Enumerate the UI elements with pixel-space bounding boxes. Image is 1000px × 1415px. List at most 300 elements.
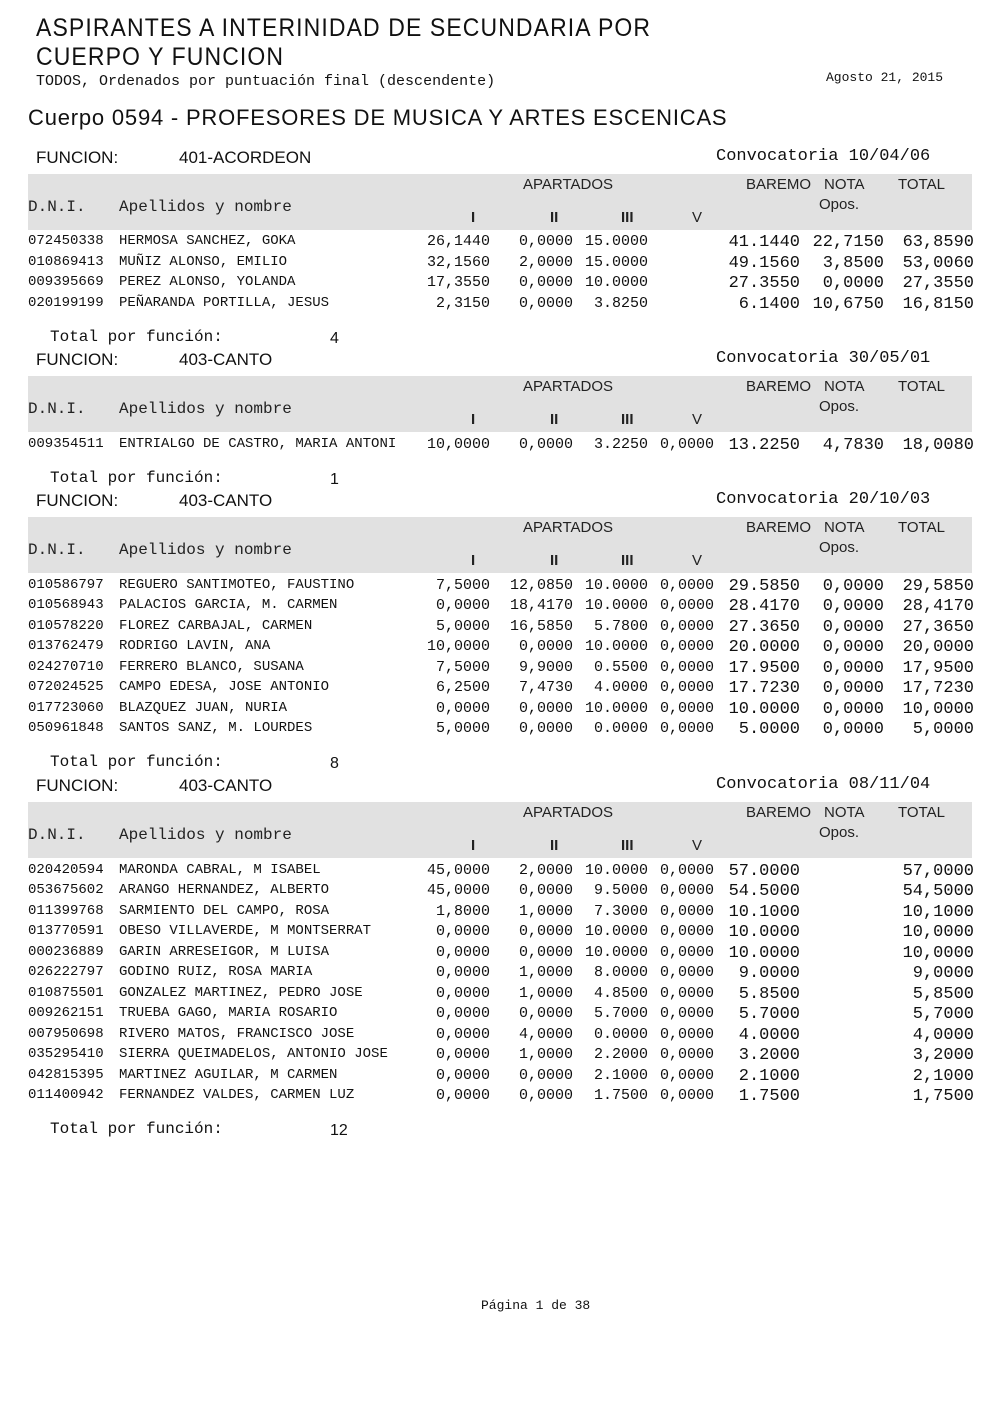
cell-nota: 0,0000 (822, 700, 884, 719)
table-row (28, 597, 974, 617)
cell-dni: 010875501 (28, 985, 104, 1001)
cell-v: 0,0000 (659, 638, 714, 655)
cell-baremo: 1.7500 (738, 1087, 800, 1106)
cell-name: HERMOSA SANCHEZ, GOKA (119, 233, 296, 249)
page-number: Página 1 de 38 (481, 1298, 591, 1313)
cell-i: 26,1440 (426, 233, 490, 250)
funcion-label: FUNCION: (36, 491, 119, 510)
cell-v: 0,0000 (659, 436, 714, 453)
cell-ii: 16,5850 (509, 618, 573, 635)
cell-i: 1,8000 (435, 903, 490, 920)
col-iii: III (621, 411, 634, 428)
cell-baremo: 4.0000 (738, 1026, 800, 1045)
cell-dni: 017723060 (28, 700, 104, 716)
convocatoria: Convocatoria 20/10/03 (716, 490, 931, 509)
cell-v: 0,0000 (659, 903, 714, 920)
cell-ii: 1,0000 (518, 985, 573, 1002)
cell-name: ARANGO HERNANDEZ, ALBERTO (119, 882, 330, 898)
cell-total: 1,7500 (912, 1087, 974, 1106)
cell-ii: 0,0000 (518, 882, 573, 899)
cell-iii: 10.0000 (584, 274, 648, 291)
cell-dni: 007950698 (28, 1026, 104, 1042)
col-v: V (692, 552, 703, 569)
cell-v: 0,0000 (659, 862, 714, 879)
cell-v: 0,0000 (659, 964, 714, 981)
cell-ii: 4,0000 (518, 1026, 573, 1043)
cell-total: 3,2000 (912, 1046, 974, 1065)
cell-dni: 010869413 (28, 254, 104, 270)
cell-baremo: 10.0000 (728, 700, 800, 719)
cell-iii: 3.8250 (593, 295, 648, 312)
convocatoria: Convocatoria 10/04/06 (716, 147, 931, 166)
cell-total: 17,7230 (902, 679, 974, 698)
cell-iii: 10.0000 (584, 923, 648, 940)
total-por-funcion-count: 12 (330, 1122, 348, 1139)
funcion-name: 403-CANTO (179, 491, 273, 510)
cell-ii: 0,0000 (518, 1005, 573, 1022)
cell-name: SANTOS SANZ, M. LOURDES (119, 720, 313, 736)
col-total: TOTAL (898, 519, 945, 536)
col-i: I (471, 209, 476, 226)
col-v: V (692, 209, 703, 226)
col-apartados: APARTADOS (523, 804, 614, 821)
col-apartados: APARTADOS (523, 519, 614, 536)
cell-dni: 011399768 (28, 903, 104, 919)
cell-name: FLOREZ CARBAJAL, CARMEN (119, 618, 313, 634)
cell-ii: 0,0000 (518, 720, 573, 737)
cell-ii: 0,0000 (518, 1087, 573, 1104)
cell-i: 45,0000 (426, 862, 490, 879)
cell-baremo: 17.7230 (728, 679, 800, 698)
cell-dni: 013770591 (28, 923, 104, 939)
funcion-label: FUNCION: (36, 776, 119, 795)
cell-ii: 0,0000 (518, 233, 573, 250)
cell-total: 16,8150 (902, 295, 974, 314)
cell-i: 7,5000 (435, 577, 490, 594)
table-row (28, 436, 974, 456)
cell-dni: 072024525 (28, 679, 104, 695)
col-nota: NOTA (824, 176, 865, 193)
table-row (28, 274, 974, 294)
col-opos: Opos. (819, 398, 860, 415)
cell-total: 20,0000 (902, 638, 974, 657)
table-row (28, 720, 974, 740)
cell-i: 2,3150 (435, 295, 490, 312)
cell-nota: 0,0000 (822, 638, 884, 657)
total-por-funcion-label: Total por función: (50, 753, 223, 771)
cell-ii: 9,9000 (518, 659, 573, 676)
cell-v: 0,0000 (659, 1005, 714, 1022)
cell-name: MARONDA CABRAL, M ISABEL (119, 862, 321, 878)
col-ii: II (550, 209, 559, 226)
cell-total: 5,0000 (912, 720, 974, 739)
cell-iii: 15.0000 (584, 254, 648, 271)
cell-dni: 013762479 (28, 638, 104, 654)
table-row (28, 882, 974, 902)
cell-iii: 1.7500 (593, 1087, 648, 1104)
cell-baremo: 27.3650 (728, 618, 800, 637)
cell-dni: 020199199 (28, 295, 104, 311)
table-row (28, 679, 974, 699)
cell-ii: 0,0000 (518, 436, 573, 453)
cell-baremo: 5.8500 (738, 985, 800, 1004)
cell-name: CAMPO EDESA, JOSE ANTONIO (119, 679, 330, 695)
col-opos: Opos. (819, 824, 860, 841)
cuerpo-heading: Cuerpo 0594 - PROFESORES DE MUSICA Y ARTES ESCENICAS (28, 105, 728, 130)
cell-iii: 10.0000 (584, 597, 648, 614)
cell-baremo: 49.1560 (728, 254, 800, 273)
cell-ii: 2,0000 (518, 254, 573, 271)
cell-ii: 1,0000 (518, 903, 573, 920)
table-row (28, 1005, 974, 1025)
col-dni: D.N.I. (28, 541, 86, 559)
cell-ii: 0,0000 (518, 1067, 573, 1084)
cell-nota: 0,0000 (822, 679, 884, 698)
col-name: Apellidos y nombre (119, 826, 292, 844)
cell-iii: 5.7000 (593, 1005, 648, 1022)
col-total: TOTAL (898, 804, 945, 821)
table-row (28, 985, 974, 1005)
cell-baremo: 10.0000 (728, 923, 800, 942)
cell-i: 45,0000 (426, 882, 490, 899)
col-dni: D.N.I. (28, 400, 86, 418)
cell-ii: 7,4730 (518, 679, 573, 696)
cell-name: RODRIGO LAVIN, ANA (119, 638, 271, 654)
cell-total: 2,1000 (912, 1067, 974, 1086)
col-v: V (692, 837, 703, 854)
cell-nota: 0,0000 (822, 720, 884, 739)
cell-total: 4,0000 (912, 1026, 974, 1045)
col-ii: II (550, 552, 559, 569)
cell-ii: 0,0000 (518, 944, 573, 961)
report-subtitle: TODOS, Ordenados por puntuación final (descendente) (36, 73, 496, 90)
cell-iii: 0.0000 (593, 720, 648, 737)
cell-nota: 0,0000 (822, 597, 884, 616)
cell-dni: 050961848 (28, 720, 104, 736)
table-row (28, 638, 974, 658)
cell-baremo: 9.0000 (738, 964, 800, 983)
cell-name: SARMIENTO DEL CAMPO, ROSA (119, 903, 330, 919)
funcion-name: 403-CANTO (179, 350, 273, 369)
cell-total: 63,8590 (902, 233, 974, 252)
cell-dni: 020420594 (28, 862, 104, 878)
cell-baremo: 17.9500 (728, 659, 800, 678)
col-iii: III (621, 552, 634, 569)
cell-i: 0,0000 (435, 1067, 490, 1084)
total-por-funcion-label: Total por función: (50, 1120, 223, 1138)
convocatoria: Convocatoria 08/11/04 (716, 775, 931, 794)
cell-i: 0,0000 (435, 1005, 490, 1022)
cell-ii: 2,0000 (518, 862, 573, 879)
report-date: Agosto 21, 2015 (826, 70, 944, 85)
cell-v: 0,0000 (659, 944, 714, 961)
cell-i: 6,2500 (435, 679, 490, 696)
cell-baremo: 57.0000 (728, 862, 800, 881)
table-row (28, 700, 974, 720)
cell-i: 10,0000 (426, 436, 490, 453)
table-row (28, 862, 974, 882)
cell-ii: 0,0000 (518, 274, 573, 291)
cell-total: 9,0000 (912, 964, 974, 983)
cell-baremo: 28.4170 (728, 597, 800, 616)
cell-total: 54,5000 (902, 882, 974, 901)
cell-baremo: 54.5000 (728, 882, 800, 901)
cell-i: 0,0000 (435, 1026, 490, 1043)
cell-v: 0,0000 (659, 577, 714, 594)
table-row (28, 254, 974, 274)
cell-v: 0,0000 (659, 1067, 714, 1084)
cell-v: 0,0000 (659, 985, 714, 1002)
cell-baremo: 13.2250 (728, 436, 800, 455)
cell-total: 57,0000 (902, 862, 974, 881)
table-row (28, 1046, 974, 1066)
cell-nota: 0,0000 (822, 659, 884, 678)
cell-iii: 2.1000 (593, 1067, 648, 1084)
total-por-funcion-count: 1 (330, 471, 339, 488)
cell-nota: 4,7830 (822, 436, 884, 455)
cell-v: 0,0000 (659, 700, 714, 717)
col-apartados: APARTADOS (523, 378, 614, 395)
cell-v: 0,0000 (659, 720, 714, 737)
funcion-label: FUNCION: (36, 148, 119, 167)
funcion-label: FUNCION: (36, 350, 119, 369)
cell-name: MUÑIZ ALONSO, EMILIO (119, 254, 288, 270)
cell-name: FERNANDEZ VALDES, CARMEN LUZ (119, 1087, 355, 1103)
col-baremo: BAREMO (746, 176, 812, 193)
cell-ii: 12,0850 (509, 577, 573, 594)
table-row (28, 618, 974, 638)
cell-iii: 15.0000 (584, 233, 648, 250)
col-baremo: BAREMO (746, 804, 812, 821)
cell-dni: 042815395 (28, 1067, 104, 1083)
cell-i: 5,0000 (435, 618, 490, 635)
cell-dni: 024270710 (28, 659, 104, 675)
cell-total: 28,4170 (902, 597, 974, 616)
cell-i: 5,0000 (435, 720, 490, 737)
col-nota: NOTA (824, 804, 865, 821)
col-iii: III (621, 837, 634, 854)
cell-total: 17,9500 (902, 659, 974, 678)
cell-baremo: 20.0000 (728, 638, 800, 657)
cell-dni: 009395669 (28, 274, 104, 290)
cell-v: 0,0000 (659, 618, 714, 635)
cell-name: REGUERO SANTIMOTEO, FAUSTINO (119, 577, 355, 593)
col-baremo: BAREMO (746, 519, 812, 536)
cell-v: 0,0000 (659, 1087, 714, 1104)
cell-v: 0,0000 (659, 1026, 714, 1043)
cell-ii: 0,0000 (518, 700, 573, 717)
table-row (28, 659, 974, 679)
cell-ii: 1,0000 (518, 1046, 573, 1063)
cell-iii: 4.8500 (593, 985, 648, 1002)
cell-total: 29,5850 (902, 577, 974, 596)
cell-i: 32,1560 (426, 254, 490, 271)
cell-total: 10,1000 (902, 903, 974, 922)
convocatoria: Convocatoria 30/05/01 (716, 349, 931, 368)
cell-name: OBESO VILLAVERDE, M MONTSERRAT (119, 923, 372, 939)
cell-iii: 8.0000 (593, 964, 648, 981)
cell-nota: 0,0000 (822, 577, 884, 596)
cell-name: PEÑARANDA PORTILLA, JESUS (119, 295, 330, 311)
cell-total: 5,8500 (912, 985, 974, 1004)
col-total: TOTAL (898, 176, 945, 193)
cell-v: 0,0000 (659, 659, 714, 676)
col-name: Apellidos y nombre (119, 198, 292, 216)
cell-i: 10,0000 (426, 638, 490, 655)
total-por-funcion-label: Total por función: (50, 328, 223, 346)
cell-iii: 0.5500 (593, 659, 648, 676)
table-row (28, 233, 974, 253)
total-por-funcion-count: 4 (330, 330, 339, 347)
cell-baremo: 27.3550 (728, 274, 800, 293)
col-nota: NOTA (824, 519, 865, 536)
cell-iii: 2.2000 (593, 1046, 648, 1063)
cell-iii: 3.2250 (593, 436, 648, 453)
cell-total: 18,0080 (902, 436, 974, 455)
cell-ii: 0,0000 (518, 295, 573, 312)
cell-total: 27,3650 (902, 618, 974, 637)
col-dni: D.N.I. (28, 826, 86, 844)
cell-i: 17,3550 (426, 274, 490, 291)
cell-iii: 7.3000 (593, 903, 648, 920)
cell-dni: 026222797 (28, 964, 104, 980)
cell-i: 0,0000 (435, 597, 490, 614)
cell-dni: 010578220 (28, 618, 104, 634)
cell-baremo: 2.1000 (738, 1067, 800, 1086)
cell-nota: 0,0000 (822, 274, 884, 293)
cell-dni: 011400942 (28, 1087, 104, 1103)
cell-dni: 009262151 (28, 1005, 104, 1021)
cell-i: 0,0000 (435, 700, 490, 717)
cell-v: 0,0000 (659, 923, 714, 940)
cell-name: BLAZQUEZ JUAN, NURIA (119, 700, 288, 716)
table-row (28, 964, 974, 984)
total-por-funcion-count: 8 (330, 755, 339, 772)
table-row (28, 903, 974, 923)
cell-iii: 9.5000 (593, 882, 648, 899)
col-ii: II (550, 837, 559, 854)
col-apartados: APARTADOS (523, 176, 614, 193)
cell-name: TRUEBA GAGO, MARIA ROSARIO (119, 1005, 338, 1021)
cell-name: GONZALEZ MARTINEZ, PEDRO JOSE (119, 985, 363, 1001)
cell-i: 0,0000 (435, 923, 490, 940)
col-opos: Opos. (819, 196, 860, 213)
cell-dni: 000236889 (28, 944, 104, 960)
report-title-line2: CUERPO Y FUNCION (36, 43, 285, 71)
col-v: V (692, 411, 703, 428)
col-ii: II (550, 411, 559, 428)
cell-total: 5,7000 (912, 1005, 974, 1024)
col-name: Apellidos y nombre (119, 400, 292, 418)
cell-i: 0,0000 (435, 944, 490, 961)
cell-name: FERRERO BLANCO, SUSANA (119, 659, 304, 675)
col-iii: III (621, 209, 634, 226)
cell-i: 0,0000 (435, 964, 490, 981)
report-title-line1: ASPIRANTES A INTERINIDAD DE SECUNDARIA POR (36, 14, 652, 42)
col-name: Apellidos y nombre (119, 541, 292, 559)
cell-dni: 010568943 (28, 597, 104, 613)
col-total: TOTAL (898, 378, 945, 395)
cell-iii: 10.0000 (584, 638, 648, 655)
cell-dni: 053675602 (28, 882, 104, 898)
cell-ii: 0,0000 (518, 638, 573, 655)
table-row (28, 923, 974, 943)
cell-nota: 10,6750 (812, 295, 884, 314)
col-i: I (471, 552, 476, 569)
cell-name: GARIN ARRESEIGOR, M LUISA (119, 944, 330, 960)
cell-nota: 3,8500 (822, 254, 884, 273)
cell-iii: 10.0000 (584, 577, 648, 594)
table-row (28, 1067, 974, 1087)
cell-iii: 5.7800 (593, 618, 648, 635)
table-row (28, 577, 974, 597)
cell-v: 0,0000 (659, 882, 714, 899)
cell-iii: 10.0000 (584, 944, 648, 961)
cell-baremo: 3.2000 (738, 1046, 800, 1065)
cell-baremo: 29.5850 (728, 577, 800, 596)
cell-baremo: 10.1000 (728, 903, 800, 922)
cell-iii: 0.0000 (593, 1026, 648, 1043)
total-por-funcion-label: Total por función: (50, 469, 223, 487)
cell-iii: 4.0000 (593, 679, 648, 696)
cell-total: 10,0000 (902, 944, 974, 963)
cell-total: 27,3550 (902, 274, 974, 293)
funcion-name: 403-CANTO (179, 776, 273, 795)
cell-iii: 10.0000 (584, 862, 648, 879)
cell-name: MARTINEZ AGUILAR, M CARMEN (119, 1067, 338, 1083)
cell-nota: 0,0000 (822, 618, 884, 637)
cell-v: 0,0000 (659, 1046, 714, 1063)
cell-name: SIERRA QUEIMADELOS, ANTONIO JOSE (119, 1046, 388, 1062)
cell-name: PEREZ ALONSO, YOLANDA (119, 274, 296, 290)
cell-dni: 009354511 (28, 436, 104, 452)
cell-name: PALACIOS GARCIA, M. CARMEN (119, 597, 338, 613)
cell-iii: 10.0000 (584, 700, 648, 717)
cell-baremo: 5.0000 (738, 720, 800, 739)
funcion-name: 401-ACORDEON (179, 148, 312, 167)
cell-total: 53,0060 (902, 254, 974, 273)
cell-i: 0,0000 (435, 1046, 490, 1063)
table-row (28, 1026, 974, 1046)
col-i: I (471, 837, 476, 854)
col-i: I (471, 411, 476, 428)
col-opos: Opos. (819, 539, 860, 556)
cell-dni: 035295410 (28, 1046, 104, 1062)
cell-i: 7,5000 (435, 659, 490, 676)
cell-ii: 18,4170 (509, 597, 573, 614)
cell-baremo: 41.1440 (728, 233, 800, 252)
cell-name: RIVERO MATOS, FRANCISCO JOSE (119, 1026, 355, 1042)
cell-i: 0,0000 (435, 1087, 490, 1104)
cell-ii: 0,0000 (518, 923, 573, 940)
table-row (28, 1087, 974, 1107)
cell-nota: 22,7150 (812, 233, 884, 252)
cell-v: 0,0000 (659, 679, 714, 696)
cell-baremo: 10.0000 (728, 944, 800, 963)
cell-total: 10,0000 (902, 700, 974, 719)
table-row (28, 944, 974, 964)
col-nota: NOTA (824, 378, 865, 395)
cell-total: 10,0000 (902, 923, 974, 942)
cell-dni: 010586797 (28, 577, 104, 593)
col-dni: D.N.I. (28, 198, 86, 216)
cell-i: 0,0000 (435, 985, 490, 1002)
cell-baremo: 5.7000 (738, 1005, 800, 1024)
col-baremo: BAREMO (746, 378, 812, 395)
cell-baremo: 6.1400 (738, 295, 800, 314)
cell-dni: 072450338 (28, 233, 104, 249)
cell-v: 0,0000 (659, 597, 714, 614)
